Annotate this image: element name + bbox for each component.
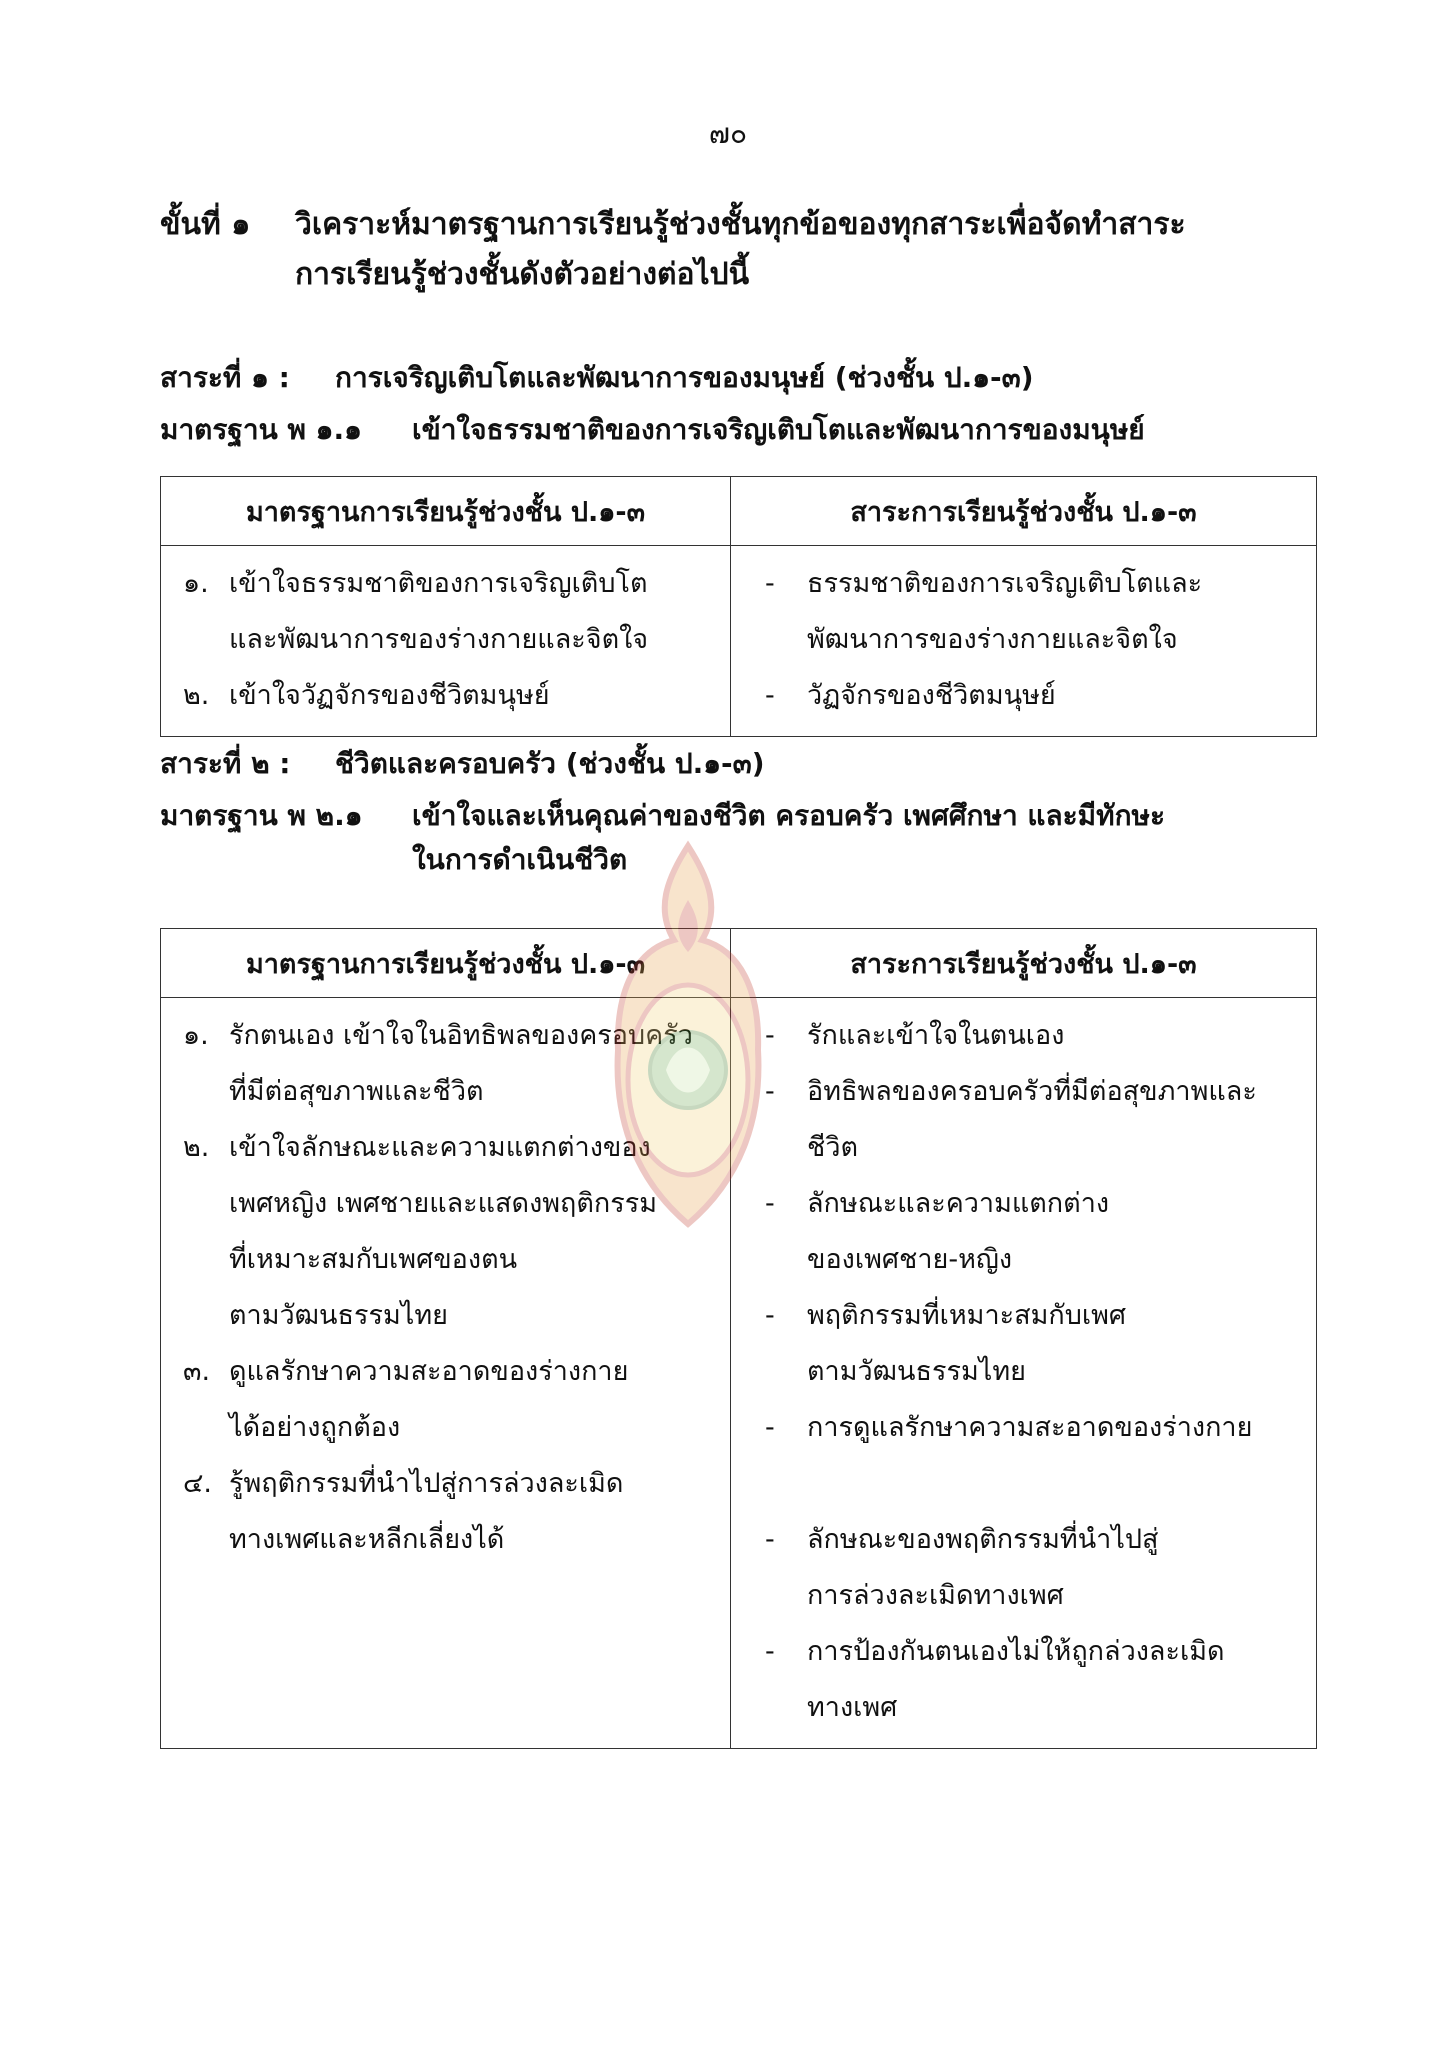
standard1-heading — [160, 408, 1145, 452]
table1-standards-cell — [161, 546, 731, 737]
table2-content-cell — [731, 998, 1317, 1749]
table2-content-item-line: ทางเพศ — [807, 1692, 898, 1723]
table2-header-content: สาระการเรียนรู้ช่วงชั้น ป.๑-๓ — [731, 929, 1317, 998]
table1-content-item — [753, 556, 1302, 668]
table2-content-item-line: รักและเข้าใจในตนเอง — [807, 1020, 1065, 1051]
table2-standard-item-line: ได้อย่างถูกต้อง — [229, 1412, 401, 1443]
table1-standard-item-line: เข้าใจธรรมชาติของการเจริญเติบโต — [229, 568, 648, 599]
table2-standard-item-line: ที่มีต่อสุขภาพและชีวิต — [229, 1076, 484, 1107]
table2-content-item — [753, 1008, 1302, 1064]
table1-header-content: สาระการเรียนรู้ช่วงชั้น ป.๑-๓ — [731, 477, 1317, 546]
table2-content-item-marker: - — [765, 1636, 775, 1667]
table1-content-item — [753, 668, 1302, 724]
table2-content-item-marker: - — [765, 1188, 775, 1219]
table2-standard-item-marker: ๓. — [183, 1356, 211, 1387]
table2-standard-item-line: ตามวัฒนธรรมไทย — [229, 1300, 448, 1331]
table2-content-item — [753, 1512, 1302, 1624]
table2-content-item — [753, 1400, 1302, 1456]
page-number: ๗๐ — [708, 117, 748, 150]
table1-content-item-line: พัฒนาการของร่างกายและจิตใจ — [807, 624, 1178, 655]
table2-content-item-line: การดูแลรักษาความสะอาดของร่างกาย — [807, 1412, 1253, 1443]
table1-standard-item-line: และพัฒนาการของร่างกายและจิตใจ — [229, 624, 649, 655]
table2-standard-item — [183, 1456, 716, 1568]
strand1-heading — [160, 356, 1034, 400]
table2-standard-item-marker: ๑. — [183, 1020, 209, 1051]
step-text-line2: การเรียนรู้ช่วงชั้นดังตัวอย่างต่อไปนี้ — [295, 257, 750, 292]
table2-content-item-marker: - — [765, 1524, 775, 1555]
table2-content-item-marker: - — [765, 1076, 775, 1107]
table2-standard-item-line: ทางเพศและหลีกเลี่ยงได้ — [229, 1524, 505, 1555]
table2-content-item-marker: - — [765, 1020, 775, 1051]
table1-header-standards: มาตรฐานการเรียนรู้ช่วงชั้น ป.๑-๓ — [161, 477, 731, 546]
step-heading — [160, 200, 1320, 300]
standard1-text: เข้าใจธรรมชาติของการเจริญเติบโตและพัฒนาการของมนุษย์ — [412, 413, 1145, 446]
table2-content-item-marker: - — [765, 1300, 775, 1331]
table2-content-item-line: พฤติกรรมที่เหมาะสมกับเพศ — [807, 1300, 1127, 1331]
strand1-title: การเจริญเติบโตและพัฒนาการของมนุษย์ (ช่วงชั้น ป.๑-๓) — [335, 361, 1034, 394]
table1-standard-item — [183, 556, 716, 668]
table1-content-item-marker: - — [765, 568, 775, 599]
table2-content-item-line: อิทธิพลของครอบครัวที่มีต่อสุขภาพและชีวิต — [807, 1076, 1257, 1163]
table1-content-item-marker: - — [765, 680, 775, 711]
strand2-title: ชีวิตและครอบครัว (ช่วงชั้น ป.๑-๓) — [335, 747, 765, 780]
table1-standard-item-line: เข้าใจวัฏจักรของชีวิตมนุษย์ — [229, 680, 550, 711]
step-label: ขั้นที่ ๑ — [160, 207, 251, 242]
table1-standard-item-marker: ๒. — [183, 680, 210, 711]
table2-standard-item-line: เข้าใจลักษณะและความแตกต่างของ — [229, 1132, 651, 1163]
strand2-label: สาระที่ ๒ : — [160, 747, 291, 780]
table2-header-standards: มาตรฐานการเรียนรู้ช่วงชั้น ป.๑-๓ — [161, 929, 731, 998]
table2-standard-item — [183, 1344, 716, 1456]
table2-content-item-line: ลักษณะของพฤติกรรมที่นำไปสู่ — [807, 1524, 1159, 1555]
table2-standard-item-line: เพศหญิง เพศชายและแสดงพฤติกรรม — [229, 1188, 658, 1219]
strand1-label: สาระที่ ๑ : — [160, 361, 290, 394]
table1-content-cell — [731, 546, 1317, 737]
standard1-label: มาตรฐาน พ ๑.๑ — [160, 413, 362, 446]
table2-content-item-line: การล่วงละเมิดทางเพศ — [807, 1580, 1064, 1611]
table1-standard-item — [183, 668, 716, 724]
standard2-text-line2: ในการดำเนินชีวิต — [412, 843, 628, 876]
table2-content-item — [753, 1064, 1302, 1176]
strand2-heading — [160, 742, 765, 786]
table2-standard-item-line: ดูแลรักษาความสะอาดของร่างกาย — [229, 1356, 629, 1387]
table2-content-item-line: ตามวัฒนธรรมไทย — [807, 1356, 1026, 1387]
ministry-of-education-seal-icon — [596, 840, 780, 1230]
table1-content-item-line: วัฏจักรของชีวิตมนุษย์ — [807, 680, 1056, 711]
table2-content-item — [753, 1288, 1302, 1400]
standard2-text-line1: เข้าใจและเห็นคุณค่าของชีวิต ครอบครัว เพศศึกษา และมีทักษะ — [412, 799, 1166, 832]
table1-standard-item-marker: ๑. — [183, 568, 209, 599]
table2-content-item-line: การป้องกันตนเองไม่ให้ถูกล่วงละเมิด — [807, 1636, 1225, 1667]
table2-standard-item-marker: ๒. — [183, 1132, 210, 1163]
table2-content-item-line: ลักษณะและความแตกต่าง — [807, 1188, 1110, 1219]
table2-content-item — [753, 1176, 1302, 1288]
table2-standard-item-line: รักตนเอง เข้าใจในอิทธิพลของครอบครัว — [229, 1020, 693, 1051]
standards-table-1 — [160, 476, 1317, 737]
table2-standard-item-line: รู้พฤติกรรมที่นำไปสู่การล่วงละเมิด — [229, 1468, 624, 1499]
table2-standard-item-line: ที่เหมาะสมกับเพศของตน — [229, 1244, 518, 1275]
table2-content-item-marker: - — [765, 1412, 775, 1443]
step-text-line1: วิเคราะห์มาตรฐานการเรียนรู้ช่วงชั้นทุกข้อของทุกสาระเพื่อจัดทำสาระ — [295, 207, 1186, 242]
table2-content-item — [753, 1624, 1302, 1736]
table1-content-item-line: ธรรมชาติของการเจริญเติบโตและ — [807, 568, 1203, 599]
standard2-label: มาตรฐาน พ ๒.๑ — [160, 799, 363, 832]
table2-standard-item-marker: ๔. — [183, 1468, 213, 1499]
table2-content-item-line: ของเพศชาย-หญิง — [807, 1244, 1013, 1275]
